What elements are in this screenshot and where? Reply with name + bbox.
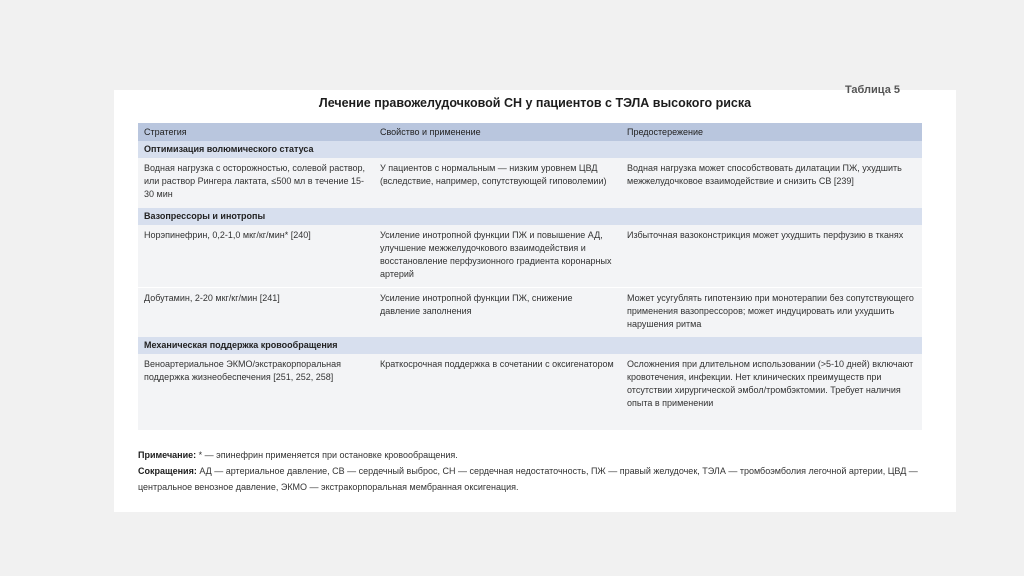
cell-caution: Может усугублять гипотензию при монотерапии без сопутствующего применения вазопрессоров; может индуцировать или ухудшить нарушения ритма bbox=[621, 287, 922, 337]
table-row bbox=[138, 287, 922, 337]
table-row bbox=[138, 225, 922, 287]
cell-strategy: Добутамин, 2-20 мкг/кг/мин [241] bbox=[138, 287, 374, 337]
cell-caution: Избыточная вазоконстрикция может ухудшить перфузию в тканях bbox=[621, 225, 922, 287]
cell-property: Усиление инотропной функции ПЖ и повышение АД, улучшение межжелудочкового взаимодействия и восстановление перфузионного градиента коронарных артерий bbox=[374, 225, 621, 287]
cell-property: У пациентов с нормальным — низким уровнем ЦВД (вследствие, например, сопутствующей гиповолемии) bbox=[374, 158, 621, 208]
note-line bbox=[138, 447, 928, 463]
cell-strategy: Водная нагрузка с осторожностью, солевой раствор, или раствор Рингера лактата, ≤500 мл в течение 15-30 мин bbox=[138, 158, 374, 208]
section-title-vasopressors: Вазопрессоры и инотропы bbox=[138, 208, 922, 225]
cell-caution: Водная нагрузка может способствовать дилатации ПЖ, ухудшить межжелудочковое взаимодействие и снизить СВ [239] bbox=[621, 158, 922, 208]
cell-caution: Осложнения при длительном использовании (>5-10 дней) включают кровотечения, инфекции. Нет клинических преимуществ при отсутствии хирургической эмбол/тромбэктомии. Требует наличия опыта в применении bbox=[621, 354, 922, 430]
abbreviations-label: Сокращения: bbox=[138, 466, 197, 476]
treatment-table bbox=[138, 123, 922, 430]
section-row bbox=[138, 208, 922, 225]
section-title-volume: Оптимизация волюмического статуса bbox=[138, 141, 922, 158]
header-property: Свойство и применение bbox=[374, 123, 621, 141]
header-strategy: Стратегия bbox=[138, 123, 374, 141]
notes-block bbox=[138, 447, 928, 495]
table-row bbox=[138, 354, 922, 430]
header-row bbox=[138, 123, 922, 141]
cell-property: Усиление инотропной функции ПЖ, снижение давление заполнения bbox=[374, 287, 621, 337]
section-row bbox=[138, 141, 922, 158]
cell-strategy: Норэпинефрин, 0,2-1,0 мкг/кг/мин* [240] bbox=[138, 225, 374, 287]
section-row bbox=[138, 337, 922, 354]
document-card bbox=[114, 84, 956, 512]
header-caution: Предостережение bbox=[621, 123, 922, 141]
cell-property: Краткосрочная поддержка в сочетании с оксигенатором bbox=[374, 354, 621, 430]
section-title-mechanical: Механическая поддержка кровообращения bbox=[138, 337, 922, 354]
abbreviations-text: АД — артериальное давление, СВ — сердечный выброс, СН — сердечная недостаточность, ПЖ — правый желудочек, ТЭЛА — тромбоэмболия легочной артерии, ЦВД — центральное венозное давление, ЭКМО — экстракорпоральная мембранная оксигенация. bbox=[138, 466, 918, 492]
note-text: * — эпинефрин применяется при остановке кровообращения. bbox=[198, 450, 458, 460]
note-label: Примечание: bbox=[138, 450, 197, 460]
abbreviations-line bbox=[138, 463, 928, 495]
table-title: Лечение правожелудочковой СН у пациентов с ТЭЛА высокого риска bbox=[318, 96, 752, 110]
table-number-label: Таблица 5 bbox=[844, 84, 900, 96]
table-row bbox=[138, 158, 922, 208]
cell-strategy: Веноартериальное ЭКМО/экстракорпоральная поддержка жизнеобеспечения [251, 252, 258] bbox=[138, 354, 374, 430]
